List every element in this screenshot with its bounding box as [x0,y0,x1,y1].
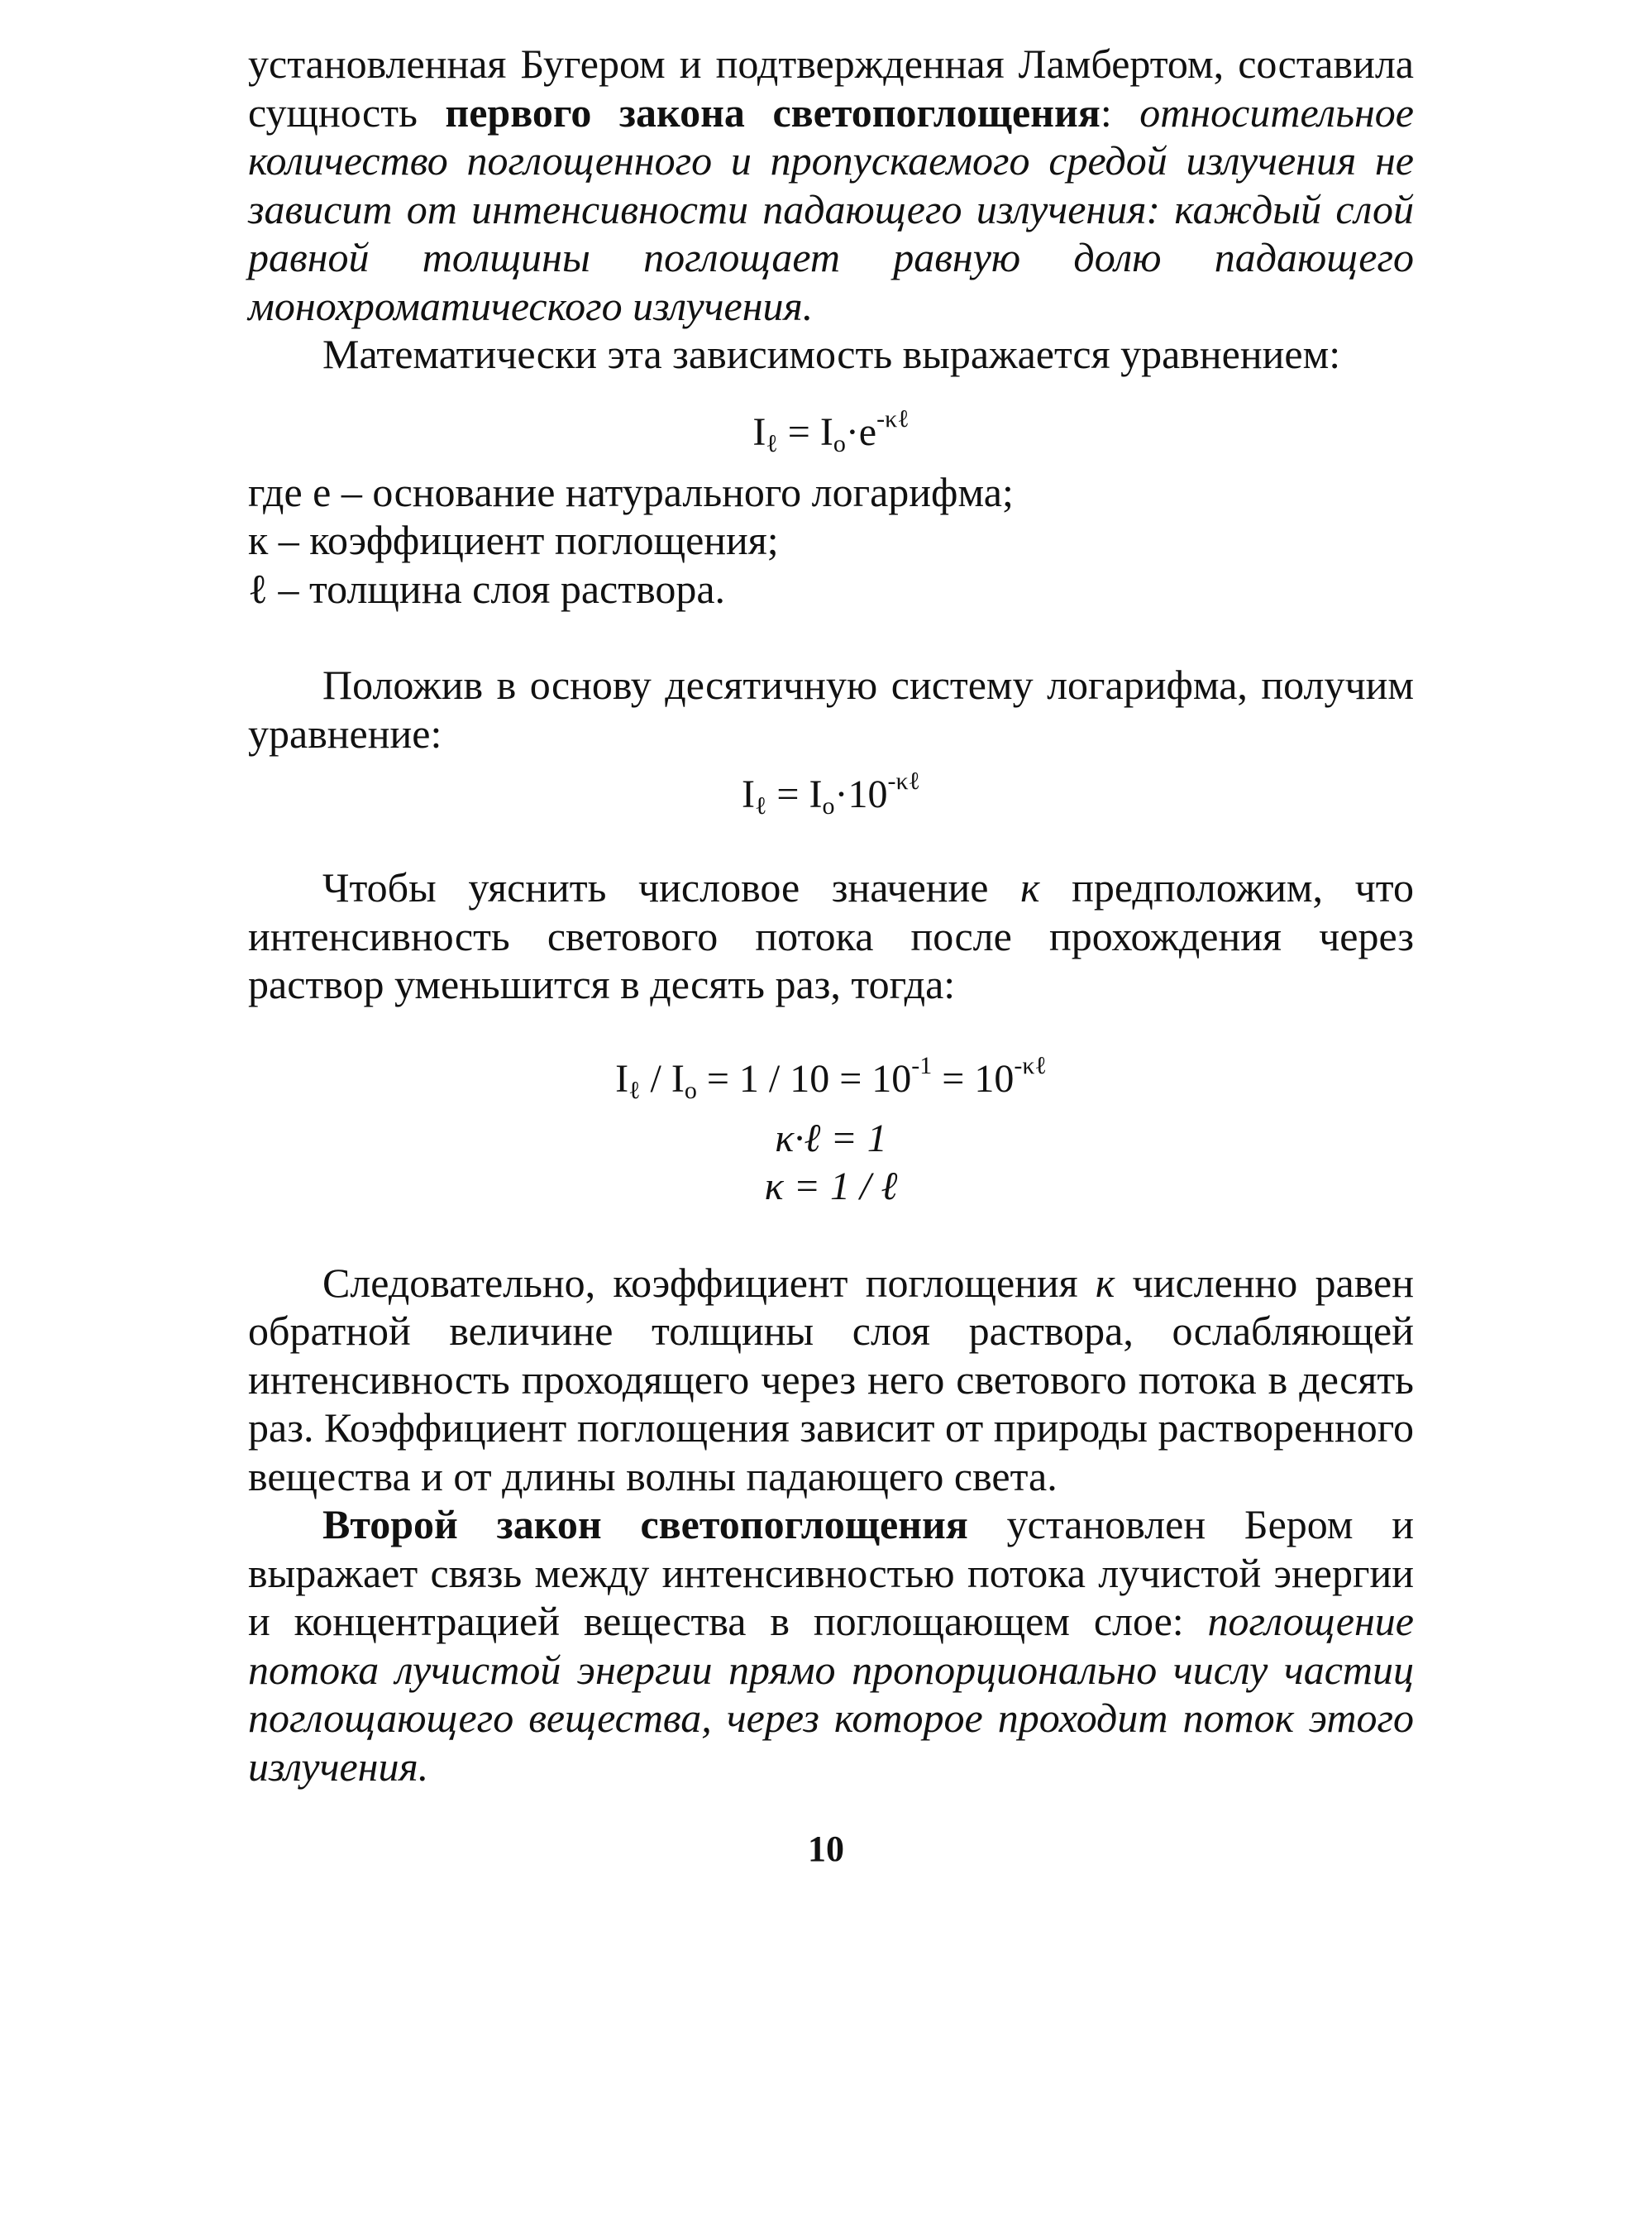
formula-product: κ·ℓ = 1 [775,1116,887,1160]
paragraph-k-value: Чтобы уяснить числовое значение к предположим, что интенсивность светового потока после прохождения через раствор уменьшится в десять раз, тогда: [248,864,1414,1007]
first-law-term: первого закона светопоглощения [445,88,1101,136]
symbol-k: к [1020,864,1040,911]
text-run: установленная Бугером и подтвержденная Ламбертом, составила сущность [248,41,1414,136]
formula-block-ratio [248,1042,1414,1211]
definition-l: ℓ – толщина слоя раствора. [248,565,726,612]
paragraph-first-law [248,40,1414,330]
paragraph-second-law: Второй закон светопоглощения установлен Бером и выражает связь между интенсивностью потока лучистой энергии и концентрацией вещества в поглощающем слое: поглощение потока лучистой энергии прямо пропорционально числу частиц поглощающего вещества, через которое проходит поток этого излучения. [248,1501,1414,1790]
formula-k-reciprocal: κ = 1 / ℓ [764,1164,898,1208]
definition-e: где е – основание натурального логарифма; [248,468,1014,515]
page-number: 10 [808,1829,844,1869]
second-law-term: Второй закон светопоглощения [322,1501,968,1547]
formula-decimal: $I_\ell = I_o\cdot 10^{-\kappa\ell}$ [742,767,920,820]
page-body [248,40,1414,1791]
formula-ratio: $I_\ell / I_o = 1 / 10 = 10^{-1} = 10^{-\kappa\ell}$ [615,1051,1047,1104]
formula-exponential: $I_\ell = I_o\cdot e^{-\kappa\ell}$ [752,404,910,457]
text-run: : [1100,88,1140,136]
definition-k: к – коэффициент поглощения; [248,517,779,563]
paragraph-math-intro: Математически эта зависимость выражается уравнением: [322,331,1341,377]
paragraph-conclusion: Следовательно, коэффициент поглощения к численно равен обратной величине толщины слоя раствора, ослабляющей интенсивность проходящего через него светового потока в десять раз. Коэффициент поглощения зависит от природы растворенного вещества и от длины волны падающего света. [248,1259,1414,1499]
symbol-k: к [1095,1259,1115,1306]
second-law-statement: поглощение потока лучистой энергии прямо пропорционально числу частиц поглощающего вещества, через которое проходит поток этого излучения. [248,1598,1414,1790]
paragraph-decimal-log: Положив в основу десятичную систему логарифма, получим уравнение: [248,662,1414,757]
first-law-statement: относительное количество поглощенного и пропускаемого средой излучения не зависит от интенсивности падающего излучения: каждый слой равной толщины поглощает равную долю падающего монохроматического излучения. [248,88,1414,329]
